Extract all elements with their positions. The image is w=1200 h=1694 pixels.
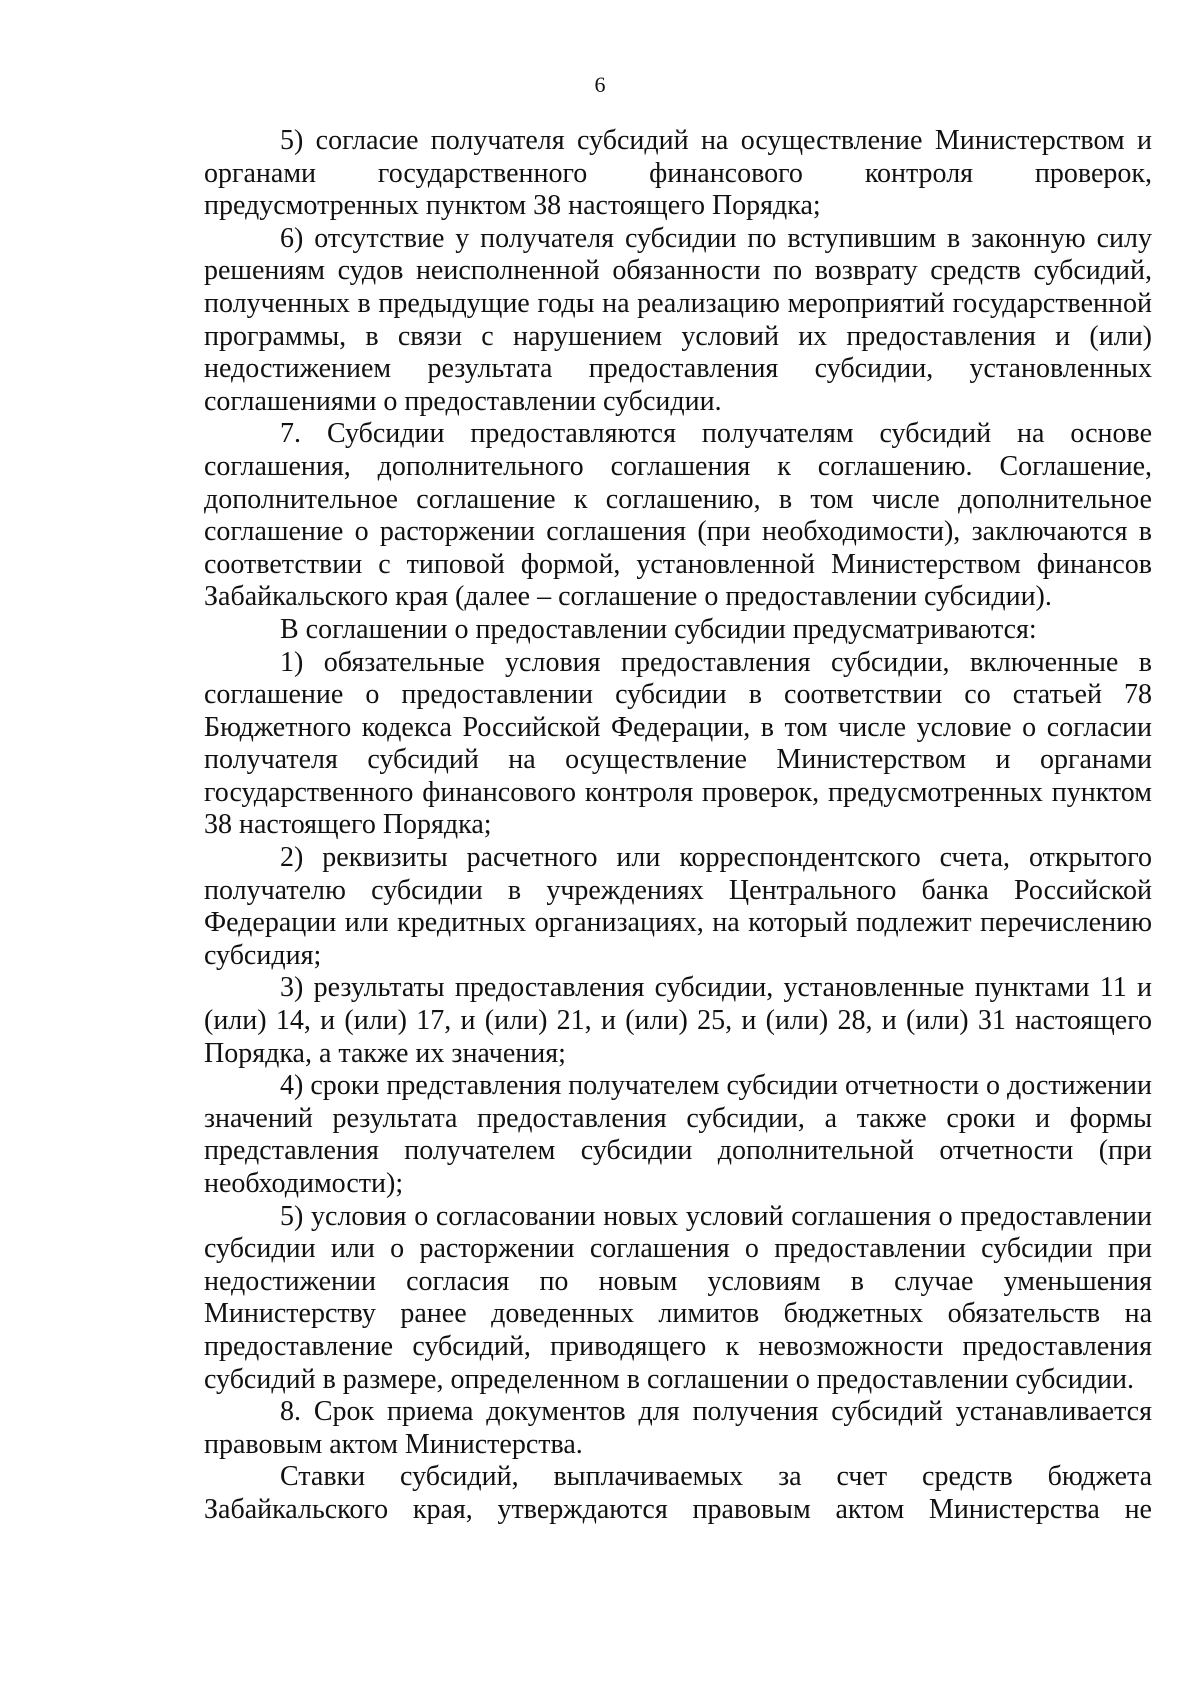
page-number: 6 <box>594 72 606 97</box>
paragraph-subsidy-rates: Ставки субсидий, выплачиваемых за счет средств бюджета Забайкальского края, утверждаются правовым актом Министерства не <box>204 1461 1152 1525</box>
paragraph-provision-3: 3) результаты предоставления субсидии, установленные пунктами 11 и (или) 14, и (или) 17, и (или) 21, и (или) 25, и (или) 28, и (или) 31 настоящего Порядка, а также их значения; <box>204 972 1152 1069</box>
paragraph-item-8-deadline: 8. Срок приема документов для получения субсидий устанавливается правовым актом Министерства. <box>204 1396 1152 1460</box>
paragraph-provision-2: 2) реквизиты расчетного или корреспондентского счета, открытого получателю субсидии в учреждениях Центрального банка Российской Федерации или кредитных организациях, на который подлежит перечислению субсидия; <box>204 842 1152 971</box>
paragraph-no-court-obligations: 6) отсутствие у получателя субсидии по вступившим в законную силу решениям судов неисполненной обязанности по возврату средств субсидий, полученных в предыдущие годы на реализацию мероприятий государственной программы, в связи с нарушением условий их предоставления и (или) недостижением результата предоставления субсидии, установленных соглашениями о предоставлении субсидии. <box>204 222 1152 417</box>
paragraph-item-7-agreements: 7. Субсидии предоставляются получателям субсидий на основе соглашения, дополнительного соглашения к соглашению. Соглашение, дополнительное соглашение к соглашению, в том числе дополнительное соглашение о расторжении соглашения (при необходимости), заключаются в соответствии с типовой формой, установленной Министерством финансов Забайкальского края (далее – соглашение о предоставлении субсидии). <box>204 418 1152 613</box>
paragraph-provision-4: 4) сроки представления получателем субсидии отчетности о достижении значений результата предоставления субсидии, а также сроки и формы представления получателем субсидии дополнительной отчетности (при необходимости); <box>204 1070 1152 1199</box>
paragraph-consent-to-audits: 5) согласие получателя субсидий на осуществление Министерством и органами государственного финансового контроля проверок, предусмотренных пунктом 38 настоящего Порядка; <box>204 125 1152 222</box>
paragraph-provision-5: 5) условия о согласовании новых условий соглашения о предоставлении субсидии или о расторжении соглашения о предоставлении субсидии при недостижении согласия по новым условиям в случае уменьшения Министерству ранее доведенных лимитов бюджетных обязательств на предоставление субсидий, приводящего к невозможности предоставления субсидий в размере, определенном в соглашении о предоставлении субсидии. <box>204 1200 1152 1395</box>
paragraph-provision-1: 1) обязательные условия предоставления субсидии, включенные в соглашение о предоставлении субсидии в соответствии со статьей 78 Бюджетного кодекса Российской Федерации, в том числе условие о согласии получателя субсидий на осуществление Министерством и органами государственного финансового контроля проверок, предусмотренных пунктом 38 настоящего Порядка; <box>204 646 1152 841</box>
paragraph-agreement-provisions-intro: В соглашении о предоставлении субсидии предусматриваются: <box>280 613 1037 645</box>
document-body <box>204 125 1152 1527</box>
